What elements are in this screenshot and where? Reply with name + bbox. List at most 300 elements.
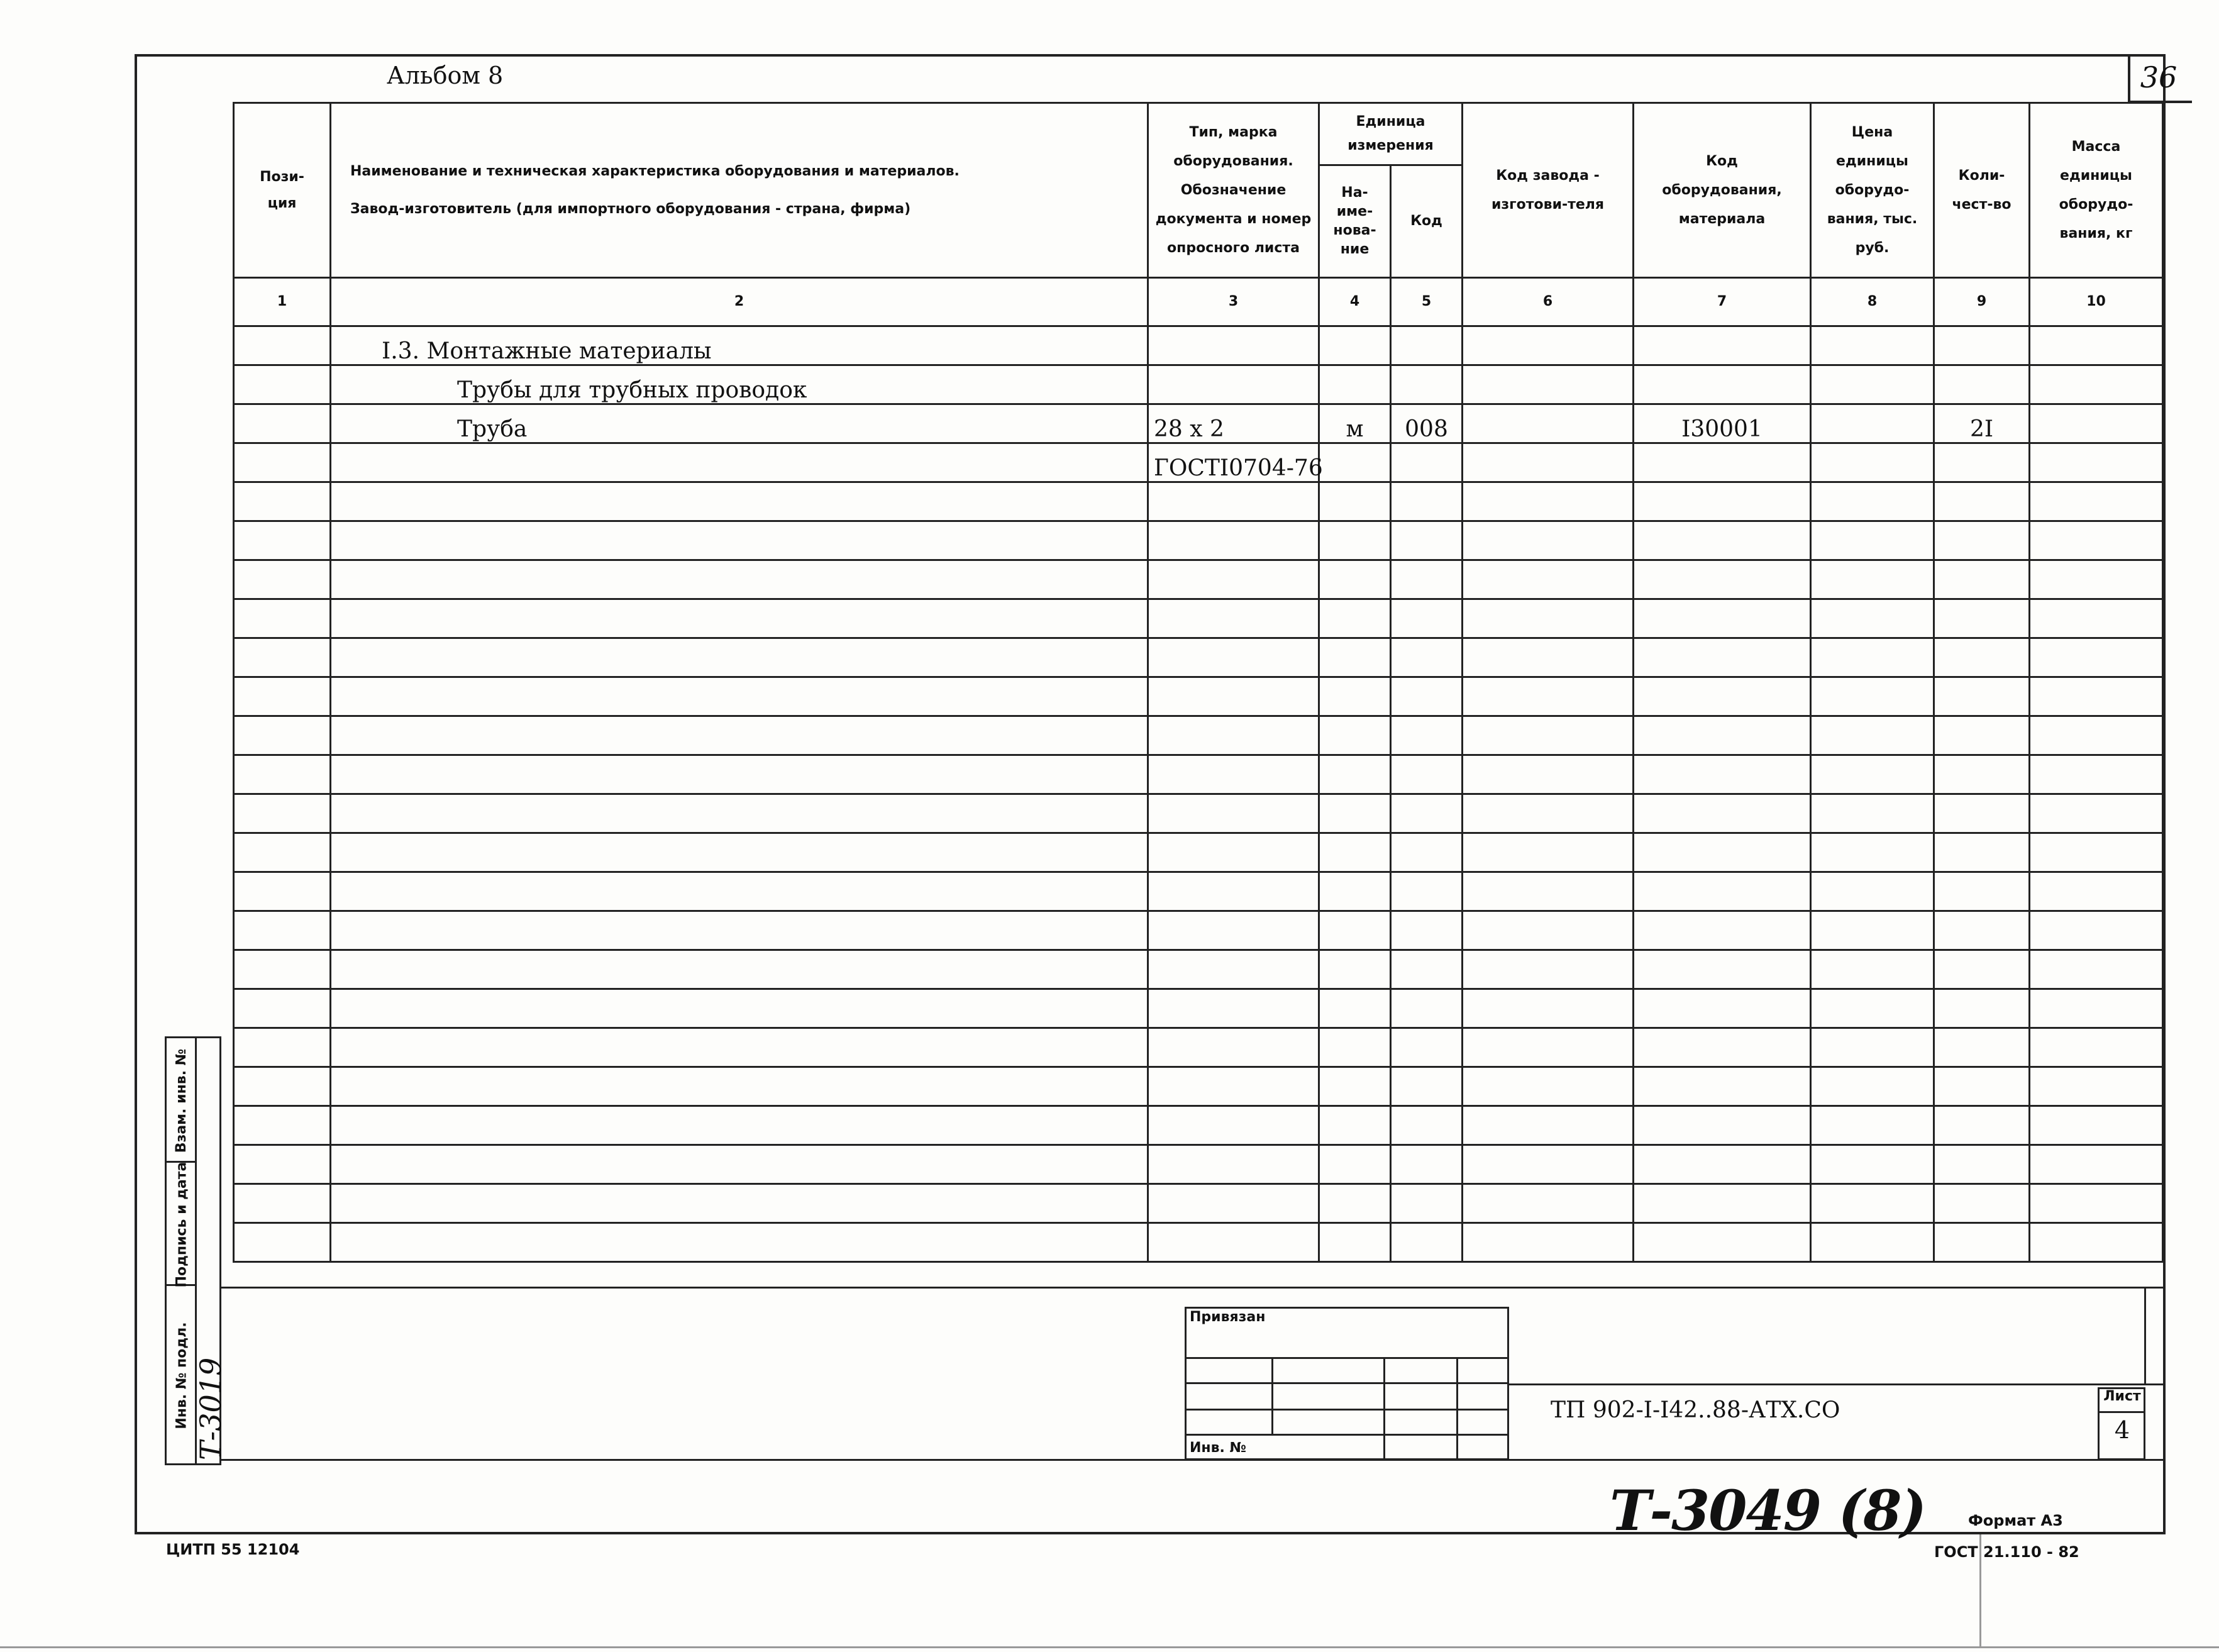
cell-plant-code: [1463, 716, 1634, 755]
header-type: Тип, марка оборудования. Обозначение документа и номер опросного листа: [1148, 103, 1319, 278]
cell-position: [234, 482, 331, 521]
table-row: [234, 950, 2163, 989]
cell-price: [1811, 1106, 1934, 1145]
cell-position: [234, 1028, 331, 1067]
cell-plant-code: [1463, 1028, 1634, 1067]
cell-unit: [1319, 599, 1391, 638]
cell-mass: [2030, 560, 2163, 599]
cell-equipment-code: [1634, 482, 1811, 521]
cell-position: [234, 599, 331, 638]
cell-unit: [1319, 1028, 1391, 1067]
cell-type: [1148, 1223, 1319, 1262]
cell-mass: [2030, 482, 2163, 521]
cell-name: I.3. Монтажные материалы: [331, 326, 1148, 365]
column-number: 1: [234, 278, 331, 326]
cell-equipment-code: [1634, 326, 1811, 365]
cell-price: [1811, 716, 1934, 755]
cell-price: [1811, 521, 1934, 560]
cell-type: [1148, 1067, 1319, 1106]
cell-name: [331, 989, 1148, 1028]
cell-unit-code: [1391, 716, 1463, 755]
header-name: [331, 103, 1148, 278]
cell-type: [1148, 1145, 1319, 1184]
cell-plant-code: [1463, 521, 1634, 560]
table-row: [234, 560, 2163, 599]
cell-unit-code: [1391, 1145, 1463, 1184]
cell-position: [234, 677, 331, 716]
cell-unit: [1319, 1223, 1391, 1262]
cell-mass: [2030, 638, 2163, 677]
cell-equipment-code: [1634, 599, 1811, 638]
header-quantity: Коли-чест-во: [1934, 103, 2030, 278]
sidebar-label-replacement-inv: Взам. инв. №: [174, 1048, 190, 1153]
column-number: 10: [2030, 278, 2163, 326]
column-number-row: [234, 278, 2163, 326]
cell-equipment-code: [1634, 833, 1811, 872]
cell-equipment-code: [1634, 716, 1811, 755]
cell-unit-code: [1391, 1106, 1463, 1145]
table-row: [234, 1028, 2163, 1067]
format-label: Формат А3: [1968, 1512, 2063, 1529]
cell-quantity: [1934, 638, 2030, 677]
cell-unit-code: [1391, 521, 1463, 560]
cell-quantity: [1934, 677, 2030, 716]
table-row: [234, 521, 2163, 560]
cell-mass: [2030, 404, 2163, 443]
cell-name: [331, 1145, 1148, 1184]
cell-unit: [1319, 872, 1391, 911]
cell-equipment-code: [1634, 1028, 1811, 1067]
table-row: [234, 989, 2163, 1028]
cell-mass: [2030, 1028, 2163, 1067]
cell-quantity: [1934, 716, 2030, 755]
cell-price: [1811, 1067, 1934, 1106]
cell-name: [331, 560, 1148, 599]
cell-plant-code: [1463, 833, 1634, 872]
cell-name: [331, 794, 1148, 833]
cell-unit: [1319, 755, 1391, 794]
cell-unit: [1319, 638, 1391, 677]
table-row: [234, 1067, 2163, 1106]
cell-equipment-code: [1634, 911, 1811, 950]
cell-price: [1811, 1145, 1934, 1184]
cell-quantity: [1934, 1067, 2030, 1106]
cell-unit-code: [1391, 365, 1463, 404]
cell-type: [1148, 872, 1319, 911]
cell-name: [331, 638, 1148, 677]
table-row: [234, 365, 2163, 404]
cell-mass: [2030, 950, 2163, 989]
specification-table: [233, 102, 2164, 1263]
cell-type: [1148, 365, 1319, 404]
header-unit-name: На-име-нова-ние: [1319, 165, 1391, 278]
cell-unit: [1319, 989, 1391, 1028]
header-equipment-code: Код оборудования, материала: [1634, 103, 1811, 278]
cell-type: [1148, 1106, 1319, 1145]
cell-unit: [1319, 794, 1391, 833]
cell-unit-code: [1391, 989, 1463, 1028]
title-block-right-line: [2144, 1287, 2146, 1385]
cell-equipment-code: [1634, 989, 1811, 1028]
cell-plant-code: [1463, 638, 1634, 677]
stamp-grid-line: [1185, 1409, 1509, 1411]
cell-name: Труба: [331, 404, 1148, 443]
cell-type: [1148, 638, 1319, 677]
cell-position: [234, 872, 331, 911]
header-plant-code: Код завода - изготови-теля: [1463, 103, 1634, 278]
cell-plant-code: [1463, 1067, 1634, 1106]
cell-equipment-code: I30001: [1634, 404, 1811, 443]
cell-price: [1811, 872, 1934, 911]
cell-name: [331, 911, 1148, 950]
cell-position: [234, 833, 331, 872]
cell-plant-code: [1463, 989, 1634, 1028]
cell-type: [1148, 1184, 1319, 1223]
cell-price: [1811, 833, 1934, 872]
album-label: Альбом 8: [387, 62, 504, 89]
cell-mass: [2030, 1184, 2163, 1223]
cell-type: [1148, 989, 1319, 1028]
cell-unit-code: [1391, 755, 1463, 794]
table-row: [234, 677, 2163, 716]
sheet-number-handwritten: 36: [2140, 60, 2177, 94]
cell-position: [234, 1067, 331, 1106]
table-row: [234, 1106, 2163, 1145]
cell-plant-code: [1463, 755, 1634, 794]
cell-equipment-code: [1634, 1184, 1811, 1223]
cell-unit: м: [1319, 404, 1391, 443]
cell-quantity: [1934, 443, 2030, 482]
cell-price: [1811, 1028, 1934, 1067]
sidebar-label-original-inv: Инв. № подл.: [174, 1321, 190, 1429]
cell-type: [1148, 716, 1319, 755]
cell-plant-code: [1463, 1106, 1634, 1145]
column-number: 6: [1463, 278, 1634, 326]
cell-position: [234, 794, 331, 833]
cell-name: [331, 1106, 1148, 1145]
cell-name: [331, 599, 1148, 638]
sheet-value: 4: [2114, 1416, 2130, 1444]
column-number: 3: [1148, 278, 1319, 326]
cell-price: [1811, 599, 1934, 638]
table-row: [234, 1223, 2163, 1262]
cell-price: [1811, 989, 1934, 1028]
cell-quantity: [1934, 872, 2030, 911]
cell-unit-code: [1391, 638, 1463, 677]
table-row: [234, 755, 2163, 794]
cell-mass: [2030, 326, 2163, 365]
cell-name: Трубы для трубных проводок: [331, 365, 1148, 404]
table-row: [234, 1145, 2163, 1184]
cell-plant-code: [1463, 794, 1634, 833]
gost-reference: ГОСТ 21.110 - 82: [1934, 1543, 2079, 1561]
cell-price: [1811, 755, 1934, 794]
column-number: 7: [1634, 278, 1811, 326]
table-row: [234, 443, 2163, 482]
cell-equipment-code: [1634, 950, 1811, 989]
cell-quantity: [1934, 1028, 2030, 1067]
cell-unit-code: [1391, 950, 1463, 989]
cell-price: [1811, 911, 1934, 950]
archive-stamp: Т-3049 (8): [1610, 1478, 1926, 1543]
title-block-top-line: [221, 1287, 2166, 1289]
cell-unit-code: [1391, 443, 1463, 482]
cell-name: [331, 443, 1148, 482]
cell-position: [234, 1106, 331, 1145]
cell-mass: [2030, 716, 2163, 755]
cell-price: [1811, 365, 1934, 404]
cell-unit-code: 008: [1391, 404, 1463, 443]
cell-type: [1148, 677, 1319, 716]
cell-equipment-code: [1634, 872, 1811, 911]
cell-equipment-code: [1634, 794, 1811, 833]
cell-mass: [2030, 755, 2163, 794]
table-row: [234, 326, 2163, 365]
cell-unit-code: [1391, 1184, 1463, 1223]
cell-unit: [1319, 443, 1391, 482]
cell-quantity: [1934, 794, 2030, 833]
cell-name: [331, 716, 1148, 755]
cell-price: [1811, 326, 1934, 365]
cell-name: [331, 950, 1148, 989]
header-unit-group: Единица измерения: [1319, 103, 1463, 165]
cell-unit-code: [1391, 326, 1463, 365]
cell-plant-code: [1463, 872, 1634, 911]
stamp-grid-line: [1185, 1434, 1509, 1436]
cell-unit: [1319, 1106, 1391, 1145]
cell-name: [331, 1184, 1148, 1223]
cell-equipment-code: [1634, 677, 1811, 716]
cell-unit: [1319, 716, 1391, 755]
table-row: [234, 482, 2163, 521]
cell-mass: [2030, 911, 2163, 950]
cell-unit: [1319, 560, 1391, 599]
cell-unit-code: [1391, 482, 1463, 521]
stamp-grid-line: [1185, 1382, 1509, 1384]
cell-price: [1811, 638, 1934, 677]
cell-type: [1148, 560, 1319, 599]
cell-plant-code: [1463, 1184, 1634, 1223]
cell-quantity: [1934, 755, 2030, 794]
cell-position: [234, 950, 331, 989]
cell-plant-code: [1463, 482, 1634, 521]
cell-unit-code: [1391, 677, 1463, 716]
cell-quantity: [1934, 599, 2030, 638]
cell-equipment-code: [1634, 521, 1811, 560]
cell-price: [1811, 677, 1934, 716]
cell-price: [1811, 560, 1934, 599]
cell-quantity: [1934, 326, 2030, 365]
cell-quantity: 2I: [1934, 404, 2030, 443]
cell-mass: [2030, 521, 2163, 560]
title-block-mid-line: [1509, 1383, 2166, 1385]
cell-equipment-code: [1634, 755, 1811, 794]
cell-unit-code: [1391, 1067, 1463, 1106]
cell-mass: [2030, 1106, 2163, 1145]
cell-quantity: [1934, 1106, 2030, 1145]
header-position: Пози- ция: [234, 103, 331, 278]
cell-type: [1148, 833, 1319, 872]
cell-type: [1148, 1028, 1319, 1067]
table-row: [234, 599, 2163, 638]
cell-type: [1148, 599, 1319, 638]
cell-quantity: [1934, 365, 2030, 404]
cell-quantity: [1934, 989, 2030, 1028]
sheet-label: Лист: [2103, 1389, 2141, 1404]
cell-price: [1811, 482, 1934, 521]
header-name-line2: Завод-изготовитель (для импортного оборудования - страна, фирма): [350, 201, 911, 217]
cell-type: [1148, 482, 1319, 521]
cell-quantity: [1934, 911, 2030, 950]
cell-plant-code: [1463, 911, 1634, 950]
cell-position: [234, 1145, 331, 1184]
cell-name: [331, 1067, 1148, 1106]
cell-position: [234, 404, 331, 443]
cell-type: [1148, 521, 1319, 560]
cell-position: [234, 755, 331, 794]
cell-position: [234, 521, 331, 560]
table-row: [234, 638, 2163, 677]
cell-mass: [2030, 443, 2163, 482]
cell-mass: [2030, 677, 2163, 716]
cell-unit-code: [1391, 794, 1463, 833]
cell-plant-code: [1463, 599, 1634, 638]
cell-price: [1811, 794, 1934, 833]
table-row: [234, 794, 2163, 833]
header-name-line1: Наименование и техническая характеристика оборудования и материалов.: [350, 163, 960, 179]
sidebar-label-signature-date: Подпись и дата: [174, 1161, 190, 1287]
cell-mass: [2030, 365, 2163, 404]
cell-price: [1811, 443, 1934, 482]
scan-edge-line: [0, 1646, 2219, 1648]
cell-quantity: [1934, 1145, 2030, 1184]
column-number: 2: [331, 278, 1148, 326]
cell-equipment-code: [1634, 365, 1811, 404]
cipt-code: ЦИТП 55 12104: [166, 1541, 300, 1558]
cell-position: [234, 716, 331, 755]
column-number: 9: [1934, 278, 2030, 326]
cell-position: [234, 638, 331, 677]
cell-quantity: [1934, 521, 2030, 560]
cell-unit-code: [1391, 599, 1463, 638]
cell-unit: [1319, 1145, 1391, 1184]
cell-quantity: [1934, 1223, 2030, 1262]
cell-equipment-code: [1634, 443, 1811, 482]
cell-quantity: [1934, 560, 2030, 599]
cell-mass: [2030, 1223, 2163, 1262]
cell-position: [234, 326, 331, 365]
cell-mass: [2030, 794, 2163, 833]
cell-plant-code: [1463, 677, 1634, 716]
column-number: 5: [1391, 278, 1463, 326]
cell-equipment-code: [1634, 1223, 1811, 1262]
table-row: [234, 1184, 2163, 1223]
cell-type: ГОСТI0704-76: [1148, 443, 1319, 482]
cell-unit: [1319, 950, 1391, 989]
cell-unit: [1319, 326, 1391, 365]
cell-name: [331, 872, 1148, 911]
cell-equipment-code: [1634, 560, 1811, 599]
sheet-box-divider: [2098, 1411, 2145, 1413]
cell-type: [1148, 794, 1319, 833]
cell-mass: [2030, 1145, 2163, 1184]
cell-unit-code: [1391, 1223, 1463, 1262]
cell-unit: [1319, 833, 1391, 872]
cell-equipment-code: [1634, 1067, 1811, 1106]
cell-plant-code: [1463, 950, 1634, 989]
header-row: [234, 103, 2163, 165]
cell-equipment-code: [1634, 638, 1811, 677]
cell-name: [331, 677, 1148, 716]
header-unit-code: Код: [1391, 165, 1463, 278]
cell-plant-code: [1463, 1145, 1634, 1184]
cell-name: [331, 521, 1148, 560]
cell-unit-code: [1391, 872, 1463, 911]
inventory-label: Инв. №: [1190, 1440, 1247, 1456]
table-row: [234, 833, 2163, 872]
cell-position: [234, 1184, 331, 1223]
cell-equipment-code: [1634, 1145, 1811, 1184]
cell-price: [1811, 1184, 1934, 1223]
cell-type: [1148, 911, 1319, 950]
cell-position: [234, 443, 331, 482]
cell-unit: [1319, 911, 1391, 950]
cell-plant-code: [1463, 326, 1634, 365]
cell-mass: [2030, 1067, 2163, 1106]
cell-unit: [1319, 521, 1391, 560]
column-number: 8: [1811, 278, 1934, 326]
cell-quantity: [1934, 1184, 2030, 1223]
cell-plant-code: [1463, 404, 1634, 443]
cell-plant-code: [1463, 1223, 1634, 1262]
cell-type: 28 x 2: [1148, 404, 1319, 443]
document-id: ТП 902-I-I42..88-АТХ.СО: [1551, 1397, 1840, 1423]
cell-position: [234, 560, 331, 599]
table-row: [234, 404, 2163, 443]
header-price: Цена единицы оборудо-вания, тыс. руб.: [1811, 103, 1934, 278]
cell-type: [1148, 950, 1319, 989]
cell-plant-code: [1463, 365, 1634, 404]
cell-unit: [1319, 1067, 1391, 1106]
cell-unit-code: [1391, 560, 1463, 599]
cell-unit: [1319, 365, 1391, 404]
cell-unit-code: [1391, 1028, 1463, 1067]
cell-name: [331, 482, 1148, 521]
stamp-grid-line: [1271, 1357, 1273, 1434]
cell-price: [1811, 1223, 1934, 1262]
cell-plant-code: [1463, 560, 1634, 599]
stamp-grid-line: [1383, 1357, 1385, 1460]
cell-position: [234, 1223, 331, 1262]
column-number: 4: [1319, 278, 1391, 326]
cell-unit-code: [1391, 833, 1463, 872]
cell-quantity: [1934, 950, 2030, 989]
cell-position: [234, 911, 331, 950]
cell-quantity: [1934, 833, 2030, 872]
table-row: [234, 716, 2163, 755]
header-mass: Масса единицы оборудо-вания, кг: [2030, 103, 2163, 278]
cell-price: [1811, 950, 1934, 989]
cell-unit: [1319, 677, 1391, 716]
cell-mass: [2030, 872, 2163, 911]
cell-name: [331, 833, 1148, 872]
cell-mass: [2030, 833, 2163, 872]
inventory-number-handwritten: Т-3019: [194, 1357, 228, 1460]
stamp-grid-line: [1185, 1357, 1509, 1359]
cell-unit-code: [1391, 911, 1463, 950]
cell-name: [331, 1223, 1148, 1262]
cell-equipment-code: [1634, 1106, 1811, 1145]
